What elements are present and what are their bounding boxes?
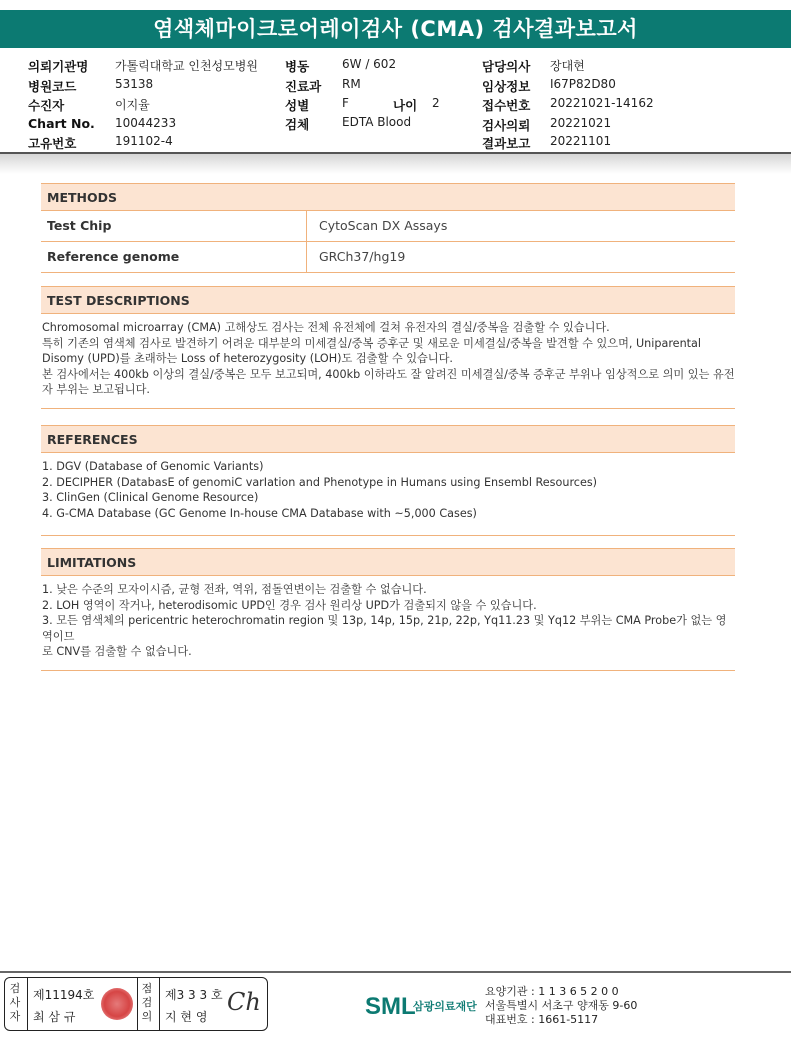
info-value-age: 2 <box>432 96 440 110</box>
reference-item: 3. ClinGen (Clinical Genome Resource) <box>42 491 259 504</box>
limitation-item: 1. 낮은 수준의 모자이시즘, 균형 전좌, 역위, 점돌연변이는 검출할 수 없습니다. <box>42 583 427 596</box>
organization-info <box>485 985 637 1027</box>
limitation-item: 2. LOH 영역이 작거나, heterodisomic UPD인 경우 검사 원리상 UPD가 검출되지 않을 수 있습니다. <box>42 598 537 612</box>
info-value-specimen: EDTA Blood <box>342 115 412 129</box>
info-label-hospital-code: 병원코드 <box>28 79 77 94</box>
info-value-unique-no: 191102-4 <box>115 134 173 148</box>
limitation-item: 로 CNV를 검출할 수 없습니다. <box>42 645 192 658</box>
methods-key-test-chip: Test Chip <box>41 211 307 241</box>
examiner-name: 최 삼 규 <box>33 1010 76 1024</box>
info-label-ward: 병동 <box>285 59 310 74</box>
info-value-sex: F <box>342 96 349 110</box>
info-label-patient: 수진자 <box>28 98 65 113</box>
info-value-receipt-no: 20221021-14162 <box>550 96 654 110</box>
signature-divider <box>27 978 28 1030</box>
org-code: 요양기관 : 1 1 3 6 5 2 0 0 <box>485 985 619 998</box>
info-value-doctor: 장대현 <box>550 59 585 73</box>
description-line: Chromosomal microarray (CMA) 고해상도 검사는 전체 유전체에 걸쳐 유전자의 결실/중복을 검출할 수 있습니다. <box>42 321 610 334</box>
info-label-receipt-no: 접수번호 <box>482 98 531 113</box>
reviewer-signature: Ch <box>227 988 261 1016</box>
info-label-specimen: 검체 <box>285 117 310 132</box>
limitations-list <box>41 576 735 671</box>
sml-logo-text: SML <box>365 993 416 1020</box>
org-address: 서울특별시 서초구 양재동 9-60 <box>485 999 638 1012</box>
info-label-age: 나이 <box>393 98 418 113</box>
methods-row-test-chip <box>41 211 735 242</box>
info-value-request-date: 20221021 <box>550 116 612 130</box>
reviewer-license-no: 제3 3 3 호 <box>165 988 223 1002</box>
info-label-department: 진료과 <box>285 79 322 94</box>
methods-key-reference-genome: Reference genome <box>41 242 307 272</box>
methods-section <box>41 183 735 273</box>
examiner-seal-icon <box>101 988 133 1020</box>
reviewer-name: 지 현 영 <box>165 1010 208 1024</box>
report-title: 염색체마이크로어레이검사 (CMA) 검사결과보고서 <box>0 10 791 48</box>
limitations-heading: LIMITATIONS <box>41 548 735 576</box>
info-label-report-date: 결과보고 <box>482 136 531 151</box>
methods-value-reference-genome: GRCh37/hg19 <box>319 249 406 264</box>
info-label-request-date: 검사의뢰 <box>482 118 531 133</box>
header-shadow <box>0 154 791 174</box>
info-value-ward: 6W / 602 <box>342 57 397 71</box>
footer-divider <box>0 971 791 973</box>
examiner-label-text: 검사자 <box>9 982 21 1023</box>
info-label-clinical-info: 임상정보 <box>482 79 531 94</box>
info-value-chart-no: 10044233 <box>115 116 177 130</box>
info-value-report-date: 20221101 <box>550 134 612 148</box>
sml-logo-icon <box>365 986 485 1022</box>
description-line: Disomy (UPD)를 초래하는 Loss of heterozygosity (LOH)도 검출할 수 있습니다. <box>42 352 453 365</box>
description-line: 특히 기존의 염색체 검사로 발견하기 어려운 대부분의 미세결실/중복 증후군 및 새로운 미세결실/중복을 발견할 수 있으며, Uniparental <box>42 336 702 350</box>
info-label-doctor: 담당의사 <box>482 59 531 74</box>
info-value-requesting-institution: 가톨릭대학교 인천성모병원 <box>115 59 258 73</box>
methods-value-test-chip: CytoScan DX Assays <box>319 218 448 233</box>
info-value-patient: 이지율 <box>115 98 150 112</box>
info-label-sex: 성별 <box>285 98 310 113</box>
reference-item: 1. DGV (Database of Genomic Variants) <box>42 460 264 473</box>
info-value-department: RM <box>342 77 361 91</box>
examiner-license-no: 제11194호 <box>33 988 95 1002</box>
info-label-requesting-institution: 의뢰기관명 <box>28 59 89 74</box>
signature-divider <box>159 978 160 1030</box>
sml-logo <box>365 986 485 1022</box>
references-heading: REFERENCES <box>41 425 735 453</box>
sml-logo-org: 삼광의료재단 <box>413 1000 477 1013</box>
info-label-chart-no: Chart No. <box>28 116 95 131</box>
references-section <box>41 425 735 536</box>
info-value-hospital-code: 53138 <box>115 77 154 91</box>
descriptions-heading: TEST DESCRIPTIONS <box>41 286 735 314</box>
limitation-item: 3. 모든 염색체의 pericentric heterochromatin region 및 13p, 14p, 15p, 21p, 22p, Yq11.23 및 Yq12 부위는 CMA Probe가 없는 영역이므 <box>42 614 727 643</box>
signature-divider <box>137 978 138 1030</box>
references-list <box>41 453 735 536</box>
methods-row-reference-genome <box>41 242 735 273</box>
org-phone: 대표번호 : 1661-5117 <box>485 1013 599 1026</box>
description-line: 본 검사에서는 400kb 이상의 결실/중복은 모두 보고되며, 400kb 이하라도 잘 알려진 미세결실/중복 증후군 부위나 임상적으로 의미 있는 유전 <box>42 367 735 381</box>
examiner-label <box>9 982 23 1024</box>
reviewer-label <box>141 982 155 1024</box>
reference-item: 2. DECIPHER (DatabasE of genomiC varIation and Phenotype in Humans using Ensembl Resources) <box>42 475 598 489</box>
methods-heading: METHODS <box>41 183 735 211</box>
reviewer-label-text: 점검의 <box>141 982 153 1023</box>
signature-box <box>4 977 268 1031</box>
reference-item: 4. G-CMA Database (GC Genome In-house CMA Database with ~5,000 Cases) <box>42 506 477 520</box>
limitations-section <box>41 548 735 671</box>
patient-info-block <box>0 54 791 154</box>
description-line: 자 부위는 보고됩니다. <box>42 383 150 396</box>
descriptions-body <box>41 314 735 409</box>
descriptions-section <box>41 286 735 409</box>
info-label-unique-no: 고유번호 <box>28 136 77 151</box>
info-value-clinical-info: I67P82D80 <box>550 77 616 91</box>
